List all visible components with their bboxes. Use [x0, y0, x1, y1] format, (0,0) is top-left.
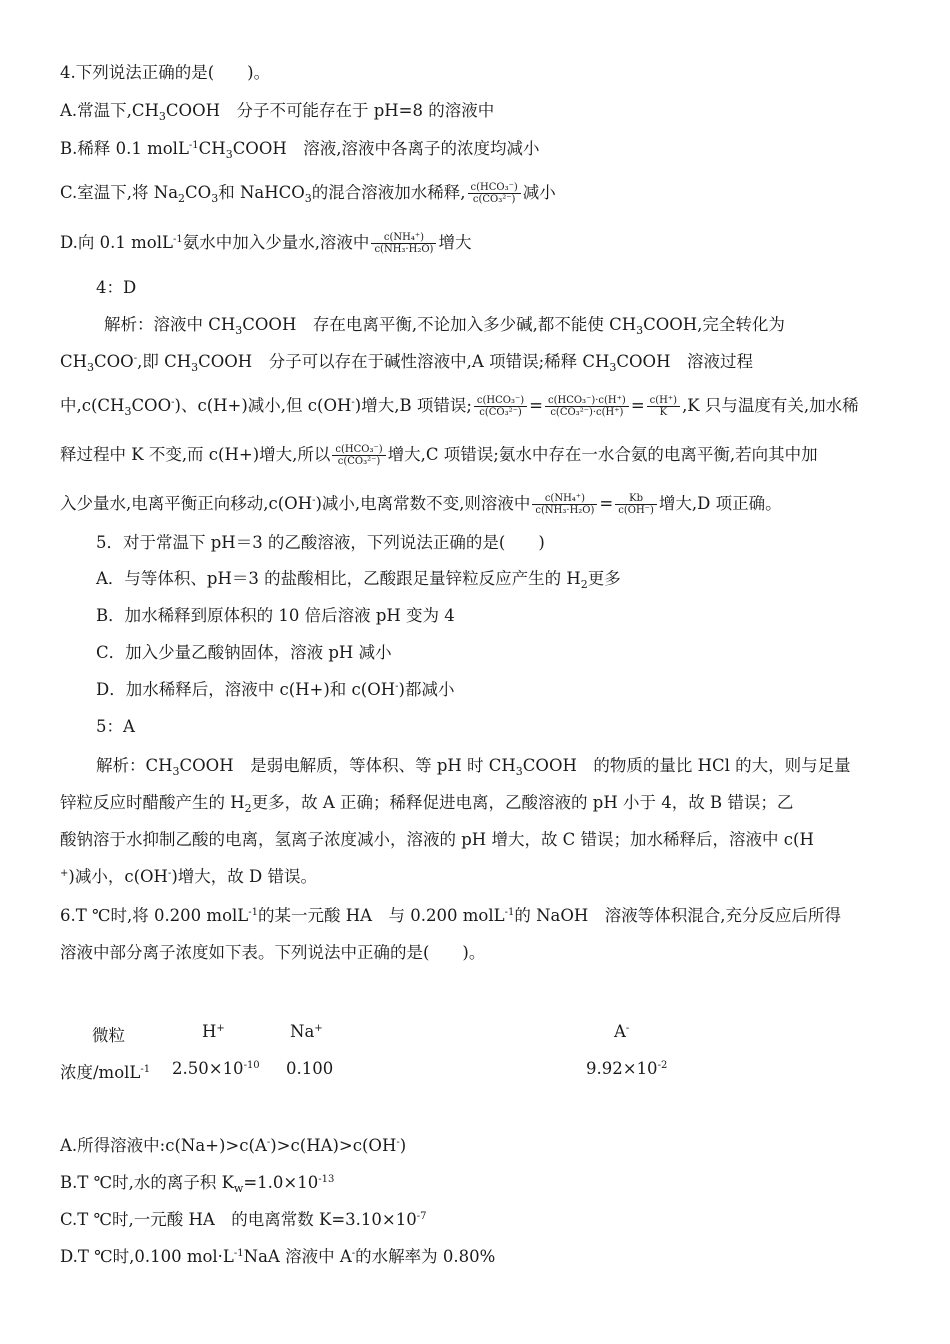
q4-answer: 4：D — [96, 278, 137, 297]
q4-explanation-fraction-2: $\frac{\text{c(HCO₃⁻)·c(H⁺)}}{\text{c(CO₃²⁻)·c(H⁺)}}$ — [545, 395, 629, 418]
q4-explanation-fraction-3: $\frac{c(H^+)}{K}$ — [647, 395, 680, 418]
q5-explanation-line-4: +)减小，c(OH-)增大，故 D 错误。 — [60, 867, 317, 886]
q6-option-b: B.T ℃时,水的离子积 $K_w=1.0\times 10^{-13}$ — [60, 1173, 335, 1195]
q5-option-d: D．加水稀释后，溶液中 c(H+)和 c(OH-)都减小 — [96, 680, 455, 699]
q5-answer: 5：A — [96, 717, 135, 736]
q4-explanation-fraction-5: $\frac{\text{c(NH₄⁺)}}{\text{c(NH₃·H₂O)}}$ — [532, 493, 597, 516]
q4-explanation-line-3: 中$,c(CH_3COO^-)$、c(H+)减小,但 c(OH-)增大,B 项错误; $\frac{\text{c(HCO₃⁻)}}{\text{c(CO₃²⁻)}}$ = $\frac{\text{c(HCO₃⁻)·c(H⁺)}}{\text{c(CO₃²⁻)·c(H⁺)}}$ = $\frac{c(H^+)}{K}$ ,K 只与温度有关,加水稀 — [60, 395, 859, 418]
q5-explanation-line-2: 锌粒反应时醋酸产生的 $H_2$更多，故 A 正确；稀释促进电离，乙酸溶液的 pH 小于 4，故 B 错误；乙 — [60, 793, 794, 815]
table-header-h-ion: H+ — [202, 1022, 225, 1041]
q4-explanation-fraction-1: $\frac{\text{c(HCO₃⁻)}}{\text{c(CO₃²⁻)}}$ — [474, 395, 527, 418]
q4-explanation-line-1: 解析：溶液中 $CH_3COOH$ 存在电离平衡,不论加入多少碱,都不能使 $CH_3COOH$,完全转化为 — [104, 315, 785, 337]
q5-option-b: B．加水稀释到原体积的 10 倍后溶液 pH 变为 4 — [96, 606, 455, 625]
table-cell-a-concentration: $9.92\times 10^{-2}$ — [586, 1059, 668, 1078]
q4-explanation-line-5: 入少量水,电离平衡正向移动,c(OH-)减小,电离常数不变,则溶液中 $\frac{\text{c(NH₄⁺)}}{\text{c(NH₃·H₂O)}}$ = $\frac{Kb}{c(OH^-)}$ 增大,D 项正确。 — [60, 493, 782, 516]
q4-option-d-fraction: $\frac{\text{c(NH₄⁺)}}{\text{c(NH₃·H₂O)}}$ — [371, 232, 436, 255]
q4-explanation-fraction-6: $\frac{Kb}{c(OH^-)}$ — [615, 493, 657, 516]
q5-option-a: A．与等体积、pH＝3 的盐酸相比，乙酸跟足量锌粒反应产生的 $H_2$更多 — [96, 569, 621, 591]
q4-option-b: B.稀释 0.1 $molL^{-1}CH_3COOH$ 溶液,溶液中各离子的浓度均减小 — [60, 139, 540, 161]
q4-option-d: D.向 0.1 molL$^{-1}$氨水中加入少量水,溶液中 $\frac{\text{c(NH₄⁺)}}{\text{c(NH₃·H₂O)}}$ 增大 — [60, 232, 472, 255]
q6-option-a: A.所得溶液中:c(Na+)>c(A-)>c(HA)>c(OH-) — [60, 1136, 407, 1155]
q6-option-d: D.T ℃时,0.100 $mol\cdot L^{-1}NaA$ 溶液中 A-的水解率为 0.80% — [60, 1247, 496, 1266]
table-header-a-ion: A- — [614, 1022, 630, 1041]
q6-stem-line-1: 6.T ℃时,将 0.200 molL$^{-1}$的某一元酸 HA 与 0.200 molL$^{-1}$的 NaOH 溶液等体积混合,充分反应后所得 — [60, 906, 842, 925]
q4-explanation-line-4: 释过程中 K 不变,而 c(H+)增大,所以 $\frac{\text{c(HCO₃⁻)}}{\text{c(CO₃²⁻)}}$ 增大,C 项错误;氨水中存在一水合氨的电离平衡,若向其中加 — [60, 444, 818, 467]
q4-explanation-fraction-4: $\frac{\text{c(HCO₃⁻)}}{\text{c(CO₃²⁻)}}$ — [332, 444, 385, 467]
q5-option-c: C．加入少量乙酸钠固体，溶液 pH 减小 — [96, 643, 392, 662]
q4-option-a: A.常温下$,CH_3COOH$ 分子不可能存在于 pH=8 的溶液中 — [60, 101, 495, 123]
q4-option-c-fraction: $\frac{\text{c(HCO₃⁻)}}{\text{c(CO₃²⁻)}}$ — [468, 182, 521, 205]
table-header-particle: 微粒 — [92, 1026, 125, 1045]
q6-option-c: C.T ℃时,一元酸 HA 的电离常数 $K=3.10\times 10^{-7}$ — [60, 1210, 427, 1229]
table-cell-na-concentration: 0.100 — [286, 1059, 334, 1078]
q6-stem-line-2: 溶液中部分离子浓度如下表。下列说法中正确的是( )。 — [60, 943, 486, 962]
table-cell-h-concentration: $2.50\times 10^{-10}$ — [172, 1059, 260, 1078]
table-row-label: 浓度/molL$^{-1}$ — [60, 1063, 151, 1082]
q5-explanation-line-1: 解析：$CH_3COOH$ 是弱电解质，等体积、等 pH 时 $CH_3COOH$ 的物质的量比 HCl 的大，则与足量 — [96, 756, 851, 778]
q5-explanation-line-3: 酸钠溶于水抑制乙酸的电离，氢离子浓度减小，溶液的 pH 增大，故 C 错误；加水稀释后，溶液中 c(H — [60, 830, 814, 849]
q5-stem: 5．对于常温下 pH＝3 的乙酸溶液，下列说法正确的是( ) — [96, 533, 545, 552]
table-header-na-ion: Na+ — [290, 1022, 323, 1041]
q4-option-c: C.室温下,将 $Na_2CO_3$和 NaHCO$_3$的混合溶液加水稀释, $\frac{\text{c(HCO₃⁻)}}{\text{c(CO₃²⁻)}}$ 减小 — [60, 182, 556, 205]
q4-stem: 4.下列说法正确的是( )。 — [60, 63, 271, 82]
q4-explanation-line-2: $CH_3COO^-$,即 $CH_3COOH$ 分子可以存在于碱性溶液中,A 项错误;稀释 $CH_3COOH$ 溶液过程 — [60, 352, 753, 374]
